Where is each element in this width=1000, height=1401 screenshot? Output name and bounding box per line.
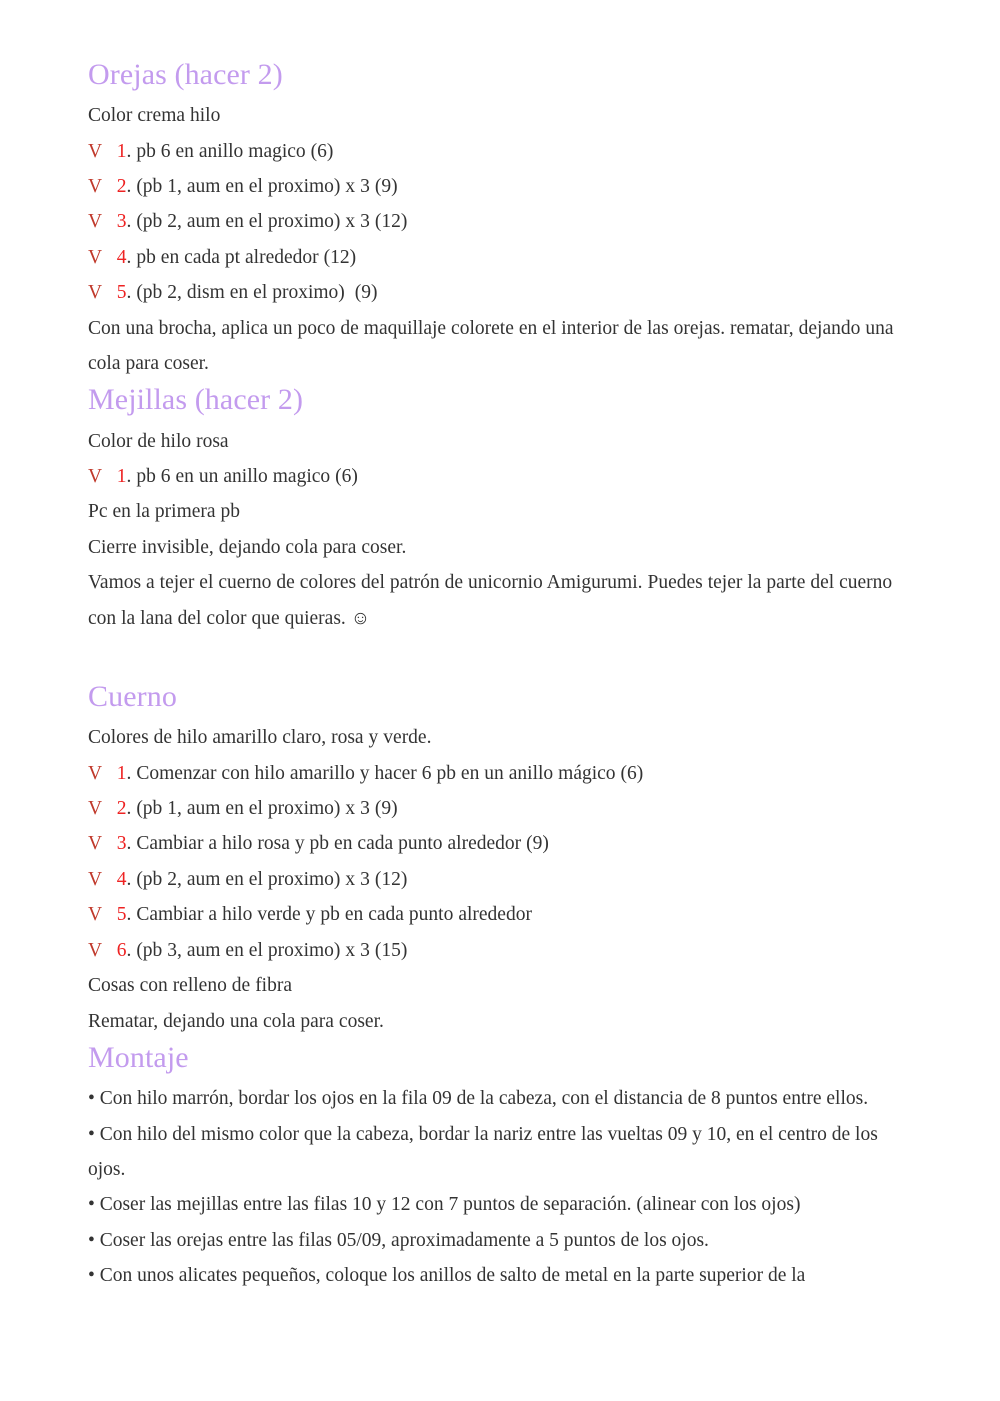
- section-note: Cosas con relleno de fibra: [88, 975, 292, 997]
- smiley-face-icon: ☺: [350, 607, 371, 629]
- section-heading-orejas: Orejas (hacer 2): [88, 58, 283, 91]
- row-number: 5: [116, 282, 127, 304]
- row-marker: V: [88, 833, 102, 855]
- pattern-row: [88, 240, 912, 275]
- row-dot: .: [126, 282, 132, 304]
- pattern-row: [88, 897, 912, 932]
- pattern-row: [88, 204, 912, 239]
- row-text: Cambiar a hilo rosa y pb en cada punto alrededor (9): [136, 833, 549, 855]
- list-item-text: Con hilo del mismo color que la cabeza, bordar la nariz entre las vueltas 09 y 10, en el centro de los ojos.: [88, 1123, 878, 1180]
- pattern-row: [88, 756, 912, 791]
- color-note-orejas: Color crema hilo: [88, 105, 221, 127]
- section-heading-montaje: Montaje: [88, 1040, 189, 1074]
- row-number: 6: [116, 939, 127, 961]
- list-item: [88, 1223, 912, 1258]
- section-note: [88, 565, 912, 636]
- bullet-icon: •: [88, 1194, 95, 1216]
- list-item: [88, 1258, 912, 1293]
- row-text: (pb 2, dism en el proximo) (9): [136, 282, 378, 304]
- list-item: [88, 1117, 912, 1188]
- row-number: 1: [116, 140, 127, 162]
- row-text: (pb 1, aum en el proximo) x 3 (9): [136, 798, 398, 820]
- pattern-row: [88, 826, 912, 861]
- color-note-cuerno: Colores de hilo amarillo claro, rosa y verde.: [88, 727, 432, 749]
- row-text: (pb 1, aum en el proximo) x 3 (9): [136, 176, 398, 197]
- row-marker: V: [88, 246, 102, 268]
- list-item: [88, 1081, 912, 1116]
- bullet-icon: •: [88, 1229, 95, 1251]
- row-text: pb 6 en anillo magico (6): [136, 140, 334, 162]
- row-marker: V: [88, 466, 102, 488]
- row-text: Comenzar con hilo amarillo y hacer 6 pb en un anillo mágico (6): [136, 762, 644, 784]
- section-heading-cuerno: Cuerno: [88, 680, 177, 714]
- row-marker: V: [88, 140, 102, 162]
- pattern-row: [88, 169, 912, 204]
- row-text: pb 6 en un anillo magico (6): [136, 466, 358, 488]
- row-marker: V: [88, 176, 102, 197]
- row-marker: V: [88, 798, 102, 820]
- row-dot: .: [126, 246, 132, 268]
- row-number: 3: [116, 211, 127, 233]
- bullet-icon: •: [88, 1123, 95, 1145]
- row-dot: .: [126, 762, 132, 784]
- row-dot: .: [126, 868, 132, 890]
- row-text: (pb 3, aum en el proximo) x 3 (15): [136, 939, 408, 961]
- row-dot: .: [126, 140, 132, 162]
- section-note: Cierre invisible, dejando cola para coser.: [88, 536, 407, 558]
- row-marker: V: [88, 282, 102, 304]
- row-text: pb en cada pt alrededor (12): [136, 246, 357, 268]
- pattern-row: [88, 791, 912, 826]
- pattern-row: [88, 275, 912, 310]
- row-text: Cambiar a hilo verde y pb en cada punto alrededor: [136, 904, 532, 926]
- list-item-text: Con hilo marrón, bordar los ojos en la fila 09 de la cabeza, con el distancia de 8 puntos entre ellos.: [99, 1088, 869, 1110]
- pattern-row: [88, 459, 912, 494]
- row-dot: .: [126, 833, 132, 855]
- row-number: 5: [116, 904, 127, 926]
- section-note-text: Vamos a tejer el cuerno de colores del patrón de unicornio Amigurumi. Puedes tejer la parte del cuerno con la lana del color que quieras.: [88, 572, 893, 629]
- row-dot: .: [126, 904, 132, 926]
- section-heading-mejillas: Mejillas (hacer 2): [88, 383, 304, 417]
- document-body: [88, 58, 912, 1294]
- row-marker: V: [88, 939, 102, 961]
- row-dot: .: [126, 798, 132, 820]
- row-marker: V: [88, 211, 102, 233]
- row-marker: V: [88, 762, 102, 784]
- row-dot: .: [126, 176, 132, 197]
- list-item-text: Coser las mejillas entre las filas 10 y 12 con 7 puntos de separación. (alinear con los ojos): [99, 1194, 801, 1216]
- row-marker: V: [88, 868, 102, 890]
- section-note: Con una brocha, aplica un poco de maquillaje colorete en el interior de las orejas. rematar, dejando una cola para coser.: [88, 317, 894, 375]
- list-item-text: Con unos alicates pequeños, coloque los anillos de salto de metal en la parte superior de la: [99, 1265, 806, 1287]
- pattern-row: [88, 862, 912, 897]
- row-number: 4: [116, 246, 127, 268]
- row-number: 4: [116, 868, 127, 890]
- row-number: 1: [116, 762, 127, 784]
- list-item-text: Coser las orejas entre las filas 05/09, aproximadamente a 5 puntos de los ojos.: [99, 1229, 709, 1251]
- color-note-mejillas: Color de hilo rosa: [88, 430, 229, 452]
- row-dot: .: [126, 466, 132, 488]
- row-dot: .: [126, 939, 132, 961]
- row-marker: V: [88, 904, 102, 926]
- row-text: (pb 2, aum en el proximo) x 3 (12): [136, 868, 408, 890]
- row-number: 2: [116, 176, 127, 197]
- row-number: 3: [116, 833, 127, 855]
- bullet-icon: •: [88, 1088, 95, 1110]
- row-number: 1: [116, 466, 127, 488]
- row-number: 2: [116, 798, 127, 820]
- pattern-row: [88, 134, 912, 169]
- row-dot: .: [126, 211, 132, 233]
- section-note: Rematar, dejando una cola para coser.: [88, 1010, 384, 1032]
- list-item: [88, 1187, 912, 1222]
- bullet-icon: •: [88, 1265, 95, 1287]
- row-text: (pb 2, aum en el proximo) x 3 (12): [136, 211, 408, 233]
- section-note: Pc en la primera pb: [88, 501, 241, 523]
- pattern-row: [88, 933, 912, 968]
